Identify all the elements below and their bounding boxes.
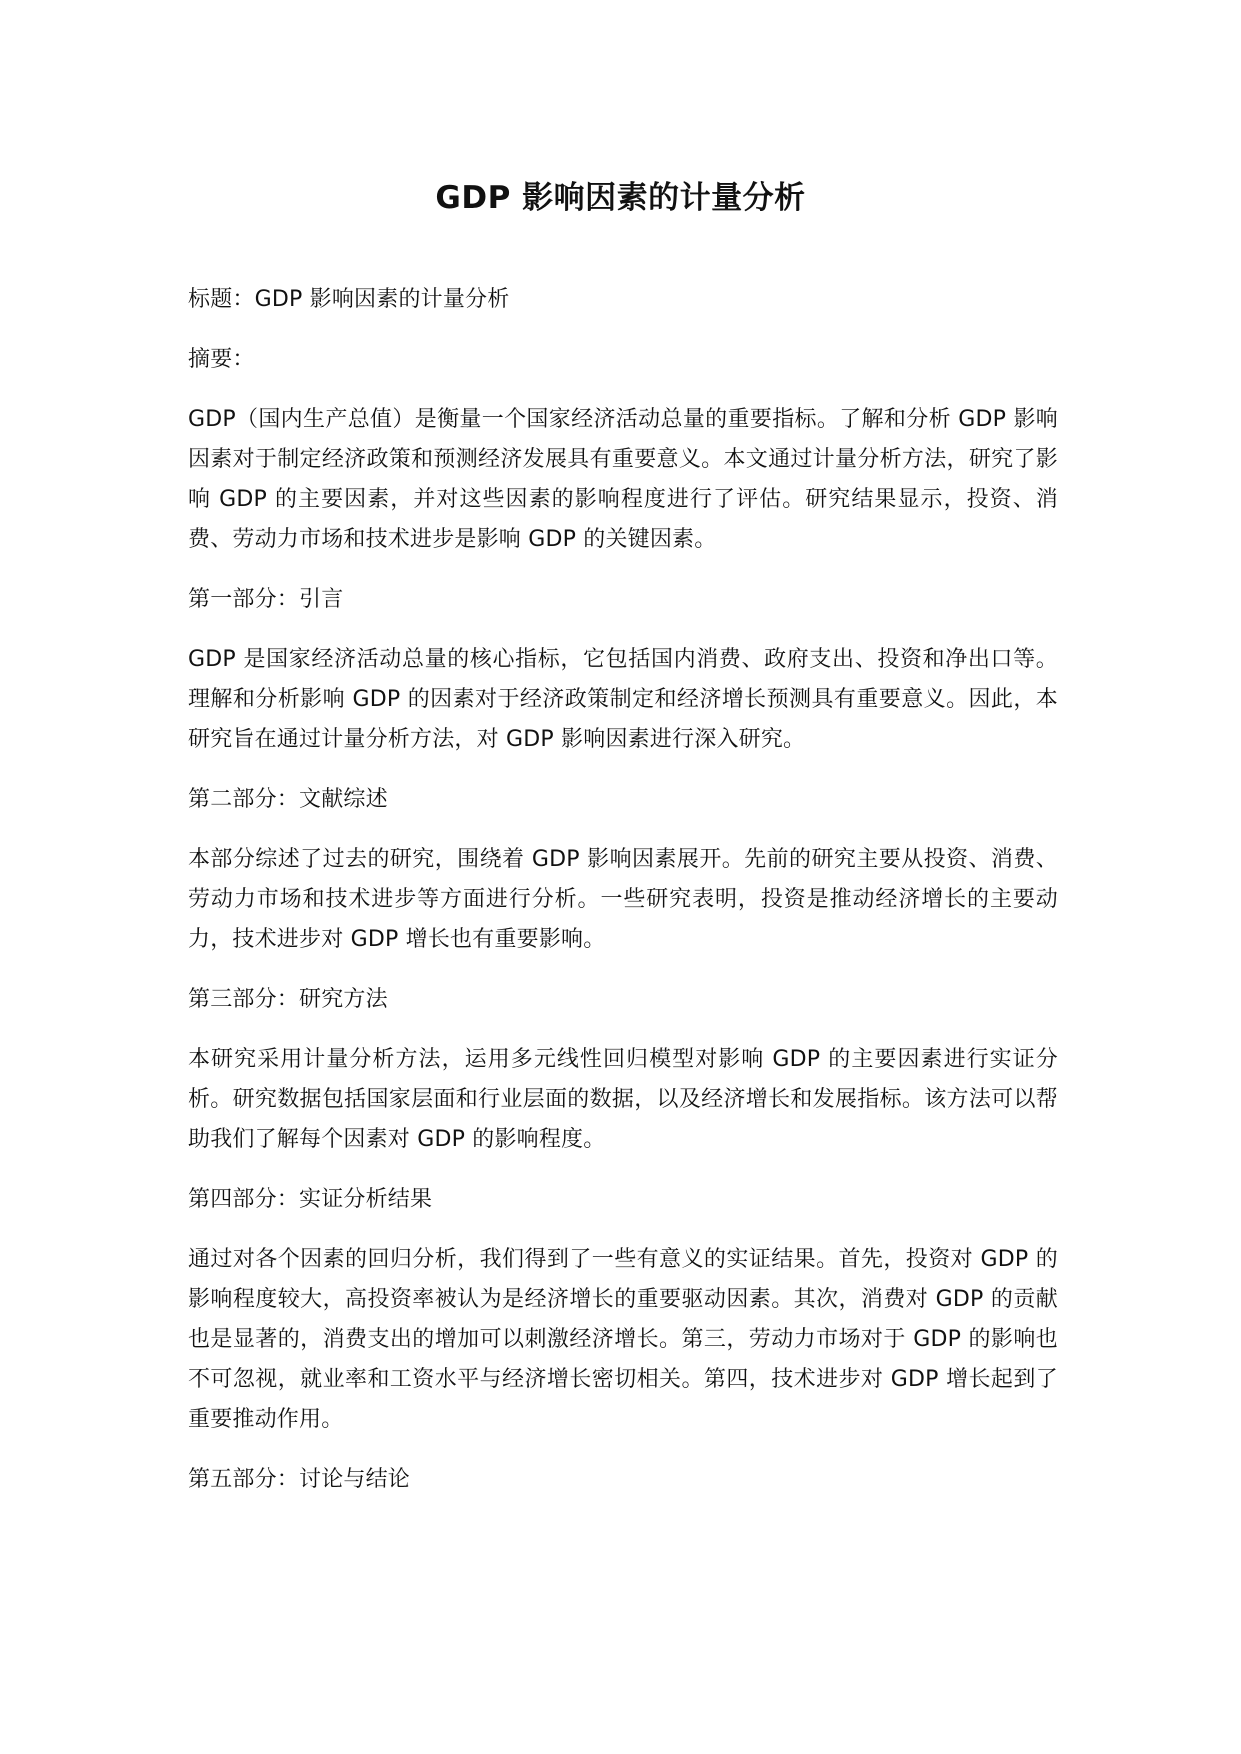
- section-heading-3: 第三部分：研究方法: [188, 987, 388, 1012]
- abstract-text: GDP（国内生产总值）是衡量一个国家经济活动总量的重要指标。了解和分析 GDP 影响因素对于制定经济政策和预测经济发展具有重要意义。本文通过计量分析方法，研究了影响 GDP 的主要因素，并对这些因素的影响程度进行了评估。研究结果显示，投资、消费、劳动力市场和技术进步是影响 GDP 的关键因素。: [188, 407, 1058, 552]
- section-text-2: 本部分综述了过去的研究，围绕着 GDP 影响因素展开。先前的研究主要从投资、消费、劳动力市场和技术进步等方面进行分析。一些研究表明，投资是推动经济增长的主要动力，技术进步对 GDP 增长也有重要影响。: [188, 847, 1058, 952]
- section-text-4: 通过对各个因素的回归分析，我们得到了一些有意义的实证结果。首先，投资对 GDP 的影响程度较大，高投资率被认为是经济增长的重要驱动因素。其次，消费对 GDP 的贡献也是显著的，消费支出的增加可以刺激经济增长。第三，劳动力市场对于 GDP 的影响也不可忽视，就业率和工资水平与经济增长密切相关。第四，技术进步对 GDP 增长起到了重要推动作用。: [188, 1247, 1058, 1432]
- document-title: GDP 影响因素的计量分析: [435, 180, 806, 216]
- title-line: 标题：GDP 影响因素的计量分析: [188, 287, 510, 312]
- document-body: [188, 280, 1058, 1520]
- section-heading-4: 第四部分：实证分析结果: [188, 1187, 433, 1212]
- section-heading-5: 第五部分：讨论与结论: [188, 1467, 411, 1492]
- section-heading-1: 第一部分：引言: [188, 587, 344, 612]
- section-text-3: 本研究采用计量分析方法，运用多元线性回归模型对影响 GDP 的主要因素进行实证分析。研究数据包括国家层面和行业层面的数据，以及经济增长和发展指标。该方法可以帮助我们了解每个因素对 GDP 的影响程度。: [188, 1047, 1058, 1152]
- section-heading-2: 第二部分：文献综述: [188, 787, 388, 812]
- section-text-1: GDP 是国家经济活动总量的核心指标，它包括国内消费、政府支出、投资和净出口等。理解和分析影响 GDP 的因素对于经济政策制定和经济增长预测具有重要意义。因此，本研究旨在通过计量分析方法，对 GDP 影响因素进行深入研究。: [188, 647, 1058, 752]
- abstract-label: 摘要：: [188, 347, 255, 372]
